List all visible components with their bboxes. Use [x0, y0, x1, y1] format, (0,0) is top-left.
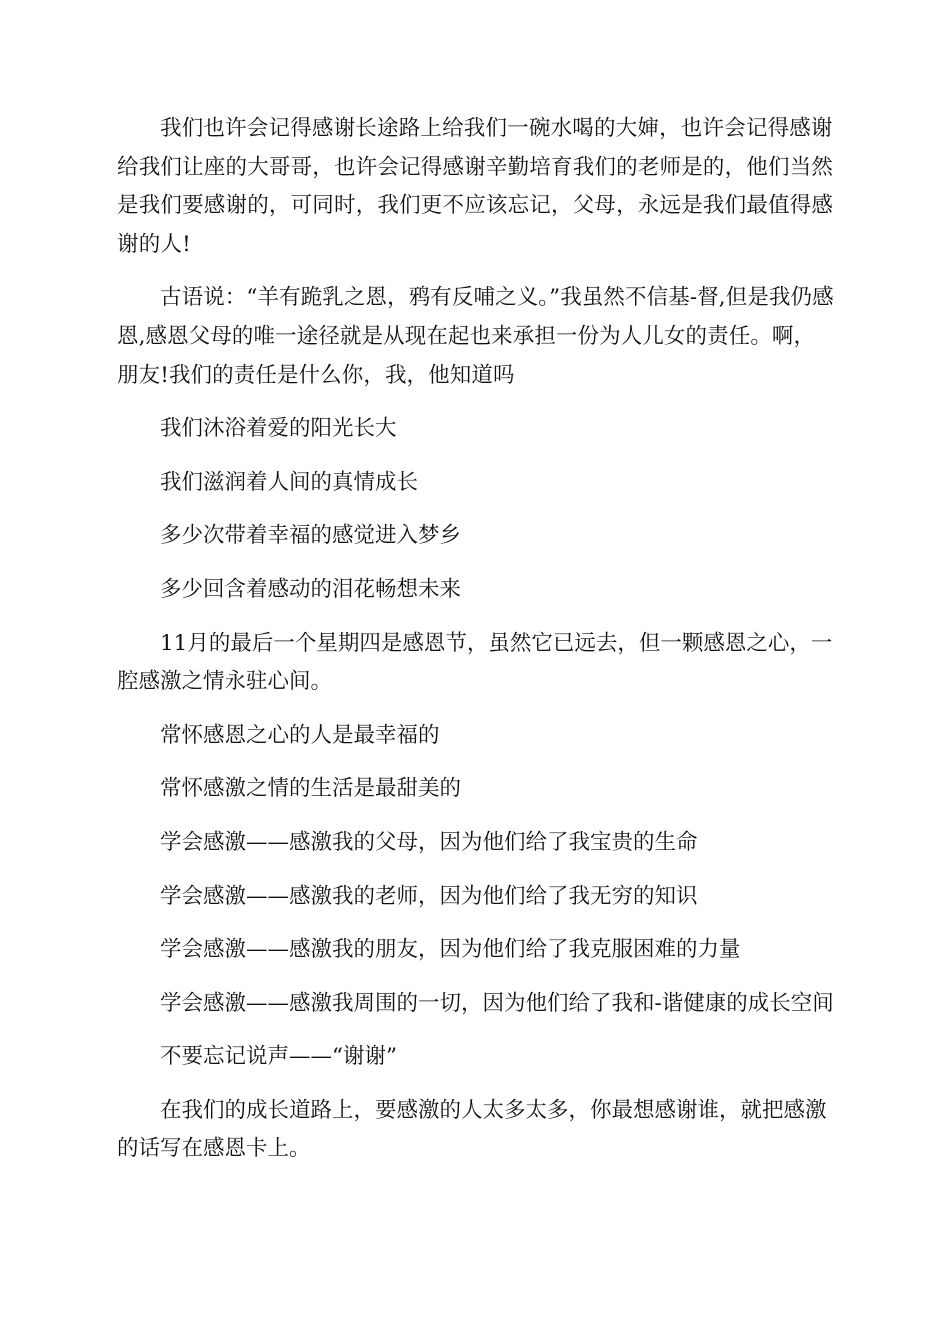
line-thank-everything: 学会感激——感激我周围的一切，因为他们给了我和-谐健康的成长空间 [160, 990, 834, 1016]
line-thank-teachers: 学会感激——感激我的老师，因为他们给了我无穷的知识 [160, 883, 698, 909]
line-sweetest: 常怀感激之情的生活是最甜美的 [160, 776, 462, 802]
line-say-thanks: 不要忘记说声——“谢谢” [160, 1044, 397, 1070]
poem-line-dreams: 多少次带着幸福的感觉进入梦乡 [160, 523, 462, 549]
paragraph-thank-you-card: 在我们的成长道路上，要感激的人太多太多，你最想感谢谁，就把感激的话写在感恩卡上。 [117, 1097, 827, 1162]
line-thank-friends: 学会感激——感激我的朋友，因为他们给了我克服困难的力量 [160, 937, 741, 963]
paragraph-thanksgiving: 11月的最后一个星期四是感恩节，虽然它已远去，但一颗感恩之心，一腔感激之情永驻心间。 [117, 630, 833, 695]
poem-line-true-feelings: 我们滋润着人间的真情成长 [160, 469, 419, 495]
document-body [117, 110, 835, 1169]
poem-line-future: 多少回含着感动的泪花畅想未来 [160, 576, 462, 602]
poem-line-sunshine: 我们沐浴着爱的阳光长大 [160, 416, 397, 442]
paragraph-proverb: 古语说：“羊有跪乳之恩，鸦有反哺之义。”我虽然不信基-督,但是我仍感恩,感恩父母的唯一途径就是从现在起也来承担一份为人儿女的责任。啊，朋友!我们的责任是什么你，我，他知道吗 [117, 285, 834, 388]
paragraph-gratitude-intro: 我们也许会记得感谢长途路上给我们一碗水喝的大婶，也许会记得感谢给我们让座的大哥哥，也许会记得感谢辛勤培育我们的老师是的，他们当然是我们要感谢的，可同时，我们更不应该忘记，父母，永远是我们最值得感谢的人! [117, 116, 834, 257]
line-happiest: 常怀感恩之心的人是最幸福的 [160, 722, 440, 748]
line-thank-parents: 学会感激——感激我的父母，因为他们给了我宝贵的生命 [160, 829, 698, 855]
